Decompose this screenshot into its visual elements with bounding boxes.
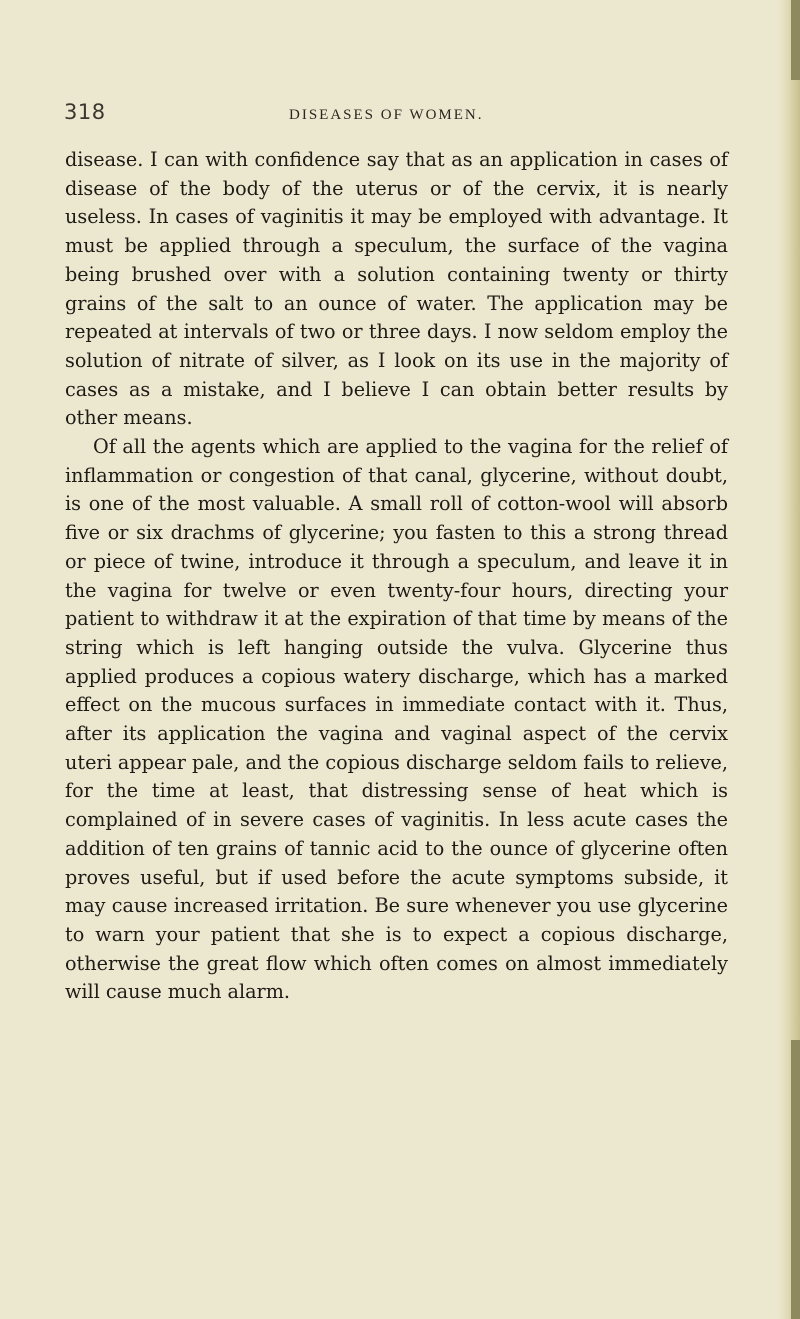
body-text [65, 146, 728, 1007]
page-number: 318 [64, 100, 106, 124]
paragraph-2: Of all the agents which are applied to the vagina for the relief of inflammation or congestion of that canal, glycerine, without doubt, is one of the most valuable. A small roll of cotton-wool will absorb five or six drachms of glycerine; you fasten to this a strong thread or piece of twine, introduce it through a speculum, and leave it in the vagina for twelve or even twenty-four hours, directing your patient to withdraw it at the expiration of that time by means of the string which is left hanging outside the vulva. Glycerine thus applied produces a copious watery discharge, which has a marked effect on the mucous surfaces in immediate contact with it. Thus, after its application the vagina and vaginal aspect of the cervix uteri appear pale, and the copious discharge seldom fails to relieve, for the time at least, that distressing sense of heat which is complained of in severe cases of vaginitis. In less acute cases the addition of ten grains of tannic acid to the ounce of glycerine often proves useful, but if used before the acute symptoms subside, it may cause increased irritation. Be sure whenever you use glycerine to warn your patient that she is to expect a copious discharge, otherwise the great flow which often comes on almost immediately will cause much alarm. [65, 435, 728, 1004]
page-edge-shadow-top [791, 0, 800, 80]
paragraph-1: disease. I can with confidence say that as an application in cases of disease of the body of the uterus or of the cervix, it is nearly useless. In cases of vaginitis it may be employed with advantage. It must be applied through a speculum, the surface of the vagina being brushed over with a solution containing twenty or thirty grains of the salt to an ounce of water. The application may be repeated at intervals of two or three days. I now seldom employ the solution of nitrate of silver, as I look on its use in the majority of cases as a mistake, and I believe I can obtain better results by other means. [65, 148, 728, 430]
page-header [64, 100, 724, 130]
running-title: DISEASES OF WOMEN. [289, 107, 484, 123]
page-edge-shadow-bottom [791, 1040, 800, 1319]
page-edge [778, 0, 800, 1319]
